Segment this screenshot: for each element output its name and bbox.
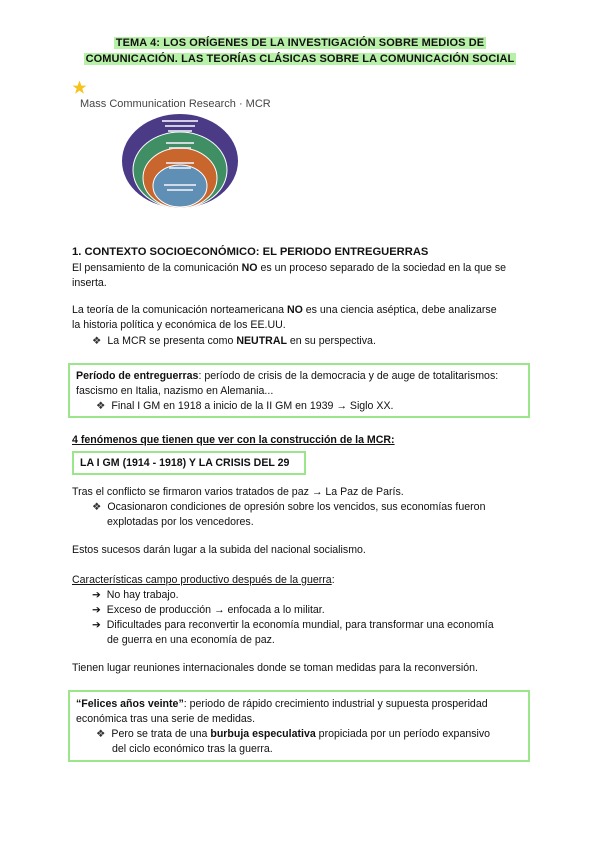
arrow-bullet-icon: ➔ — [92, 619, 101, 631]
paragraph-2-line-1: La teoría de la comunicación norteamericana NO es una ciencia aséptica, debe analizarse — [72, 304, 497, 316]
felices-line-2: económica tras una serie de medidas. — [76, 713, 256, 725]
felices-line-1: “Felices años veinte”: periodo de rápido crecimiento industrial y supuesta prosperidad — [76, 698, 488, 710]
tratados-bullet-line-1: ❖ Ocasionaron condiciones de opresión sobre los vencidos, sus economías fueron — [92, 501, 486, 513]
paragraph-2-line-2: la historia política y económica de los EE.UU. — [72, 319, 286, 331]
diamond-bullet-icon: ❖ — [96, 728, 106, 740]
section-heading: 1. CONTEXTO SOCIOECONÓMICO: EL PERIODO ENTREGUERRAS — [72, 246, 429, 258]
entreguerras-line-2: fascismo en Italia, nazismo en Alemania... — [76, 385, 274, 397]
bullet-neutral: ❖ La MCR se presenta como NEUTRAL en su perspectiva. — [92, 335, 376, 347]
diamond-bullet-icon: ❖ — [92, 335, 102, 347]
entreguerras-line-1: Período de entreguerras: período de crisis de la democracia y de auge de totalitarismos: — [76, 370, 499, 382]
star-icon — [72, 80, 87, 95]
list-item: ➔ No hay trabajo. — [92, 589, 179, 601]
caracteristicas-heading: Características campo productivo después de la guerra: — [72, 574, 335, 586]
list-item: ➔ Dificultades para reconvertir la economía mundial, para transformar una economía — [92, 619, 494, 631]
sucesos-paragraph: Estos sucesos darán lugar a la subida del nacional socialismo. — [72, 544, 366, 556]
tratados-paragraph: Tras el conflicto se firmaron varios tratados de paz → La Paz de París. — [72, 486, 404, 498]
page-title-line-1: TEMA 4: LOS ORÍGENES DE LA INVESTIGACIÓN SOBRE MEDIOS DE — [115, 37, 485, 49]
diamond-bullet-icon: ❖ — [92, 501, 102, 513]
reuniones-paragraph: Tienen lugar reuniones internacionales donde se toman medidas para la reconversión. — [72, 662, 478, 674]
list-item: ➔ Exceso de producción → enfocada a lo militar. — [92, 604, 325, 616]
list-item-continuation: de guerra en una economía de paz. — [107, 634, 275, 646]
felices-bullet-line-1: ❖ Pero se trata de una burbuja especulativa propiciada por un período expansivo — [96, 728, 491, 740]
figure-caption: Mass Communication Research · MCR — [80, 98, 271, 110]
mcr-concentric-diagram — [120, 112, 240, 210]
felices-bullet-line-2: del ciclo económico tras la guerra. — [112, 743, 273, 755]
arrow-bullet-icon: ➔ — [92, 604, 101, 616]
entreguerras-bullet: ❖ Final I GM en 1918 a inicio de la II GM en 1939 → Siglo XX. — [96, 400, 394, 412]
arrow-bullet-icon: ➔ — [92, 589, 101, 601]
tratados-bullet-line-2: explotadas por los vencedores. — [107, 516, 254, 528]
fenomenos-heading: 4 fenómenos que tienen que ver con la construcción de la MCR: — [72, 434, 395, 446]
crisis-box-heading: LA I GM (1914 - 1918) Y LA CRISIS DEL 29 — [80, 457, 290, 469]
diamond-bullet-icon: ❖ — [96, 400, 106, 412]
paragraph-1-line-1: El pensamiento de la comunicación NO es un proceso separado de la sociedad en la que se — [72, 262, 507, 274]
page-title-line-2: COMUNICACIÓN. LAS TEORÍAS CLÁSICAS SOBRE LA COMUNICACIÓN SOCIAL — [85, 53, 515, 65]
paragraph-1-line-2: inserta. — [72, 277, 107, 289]
